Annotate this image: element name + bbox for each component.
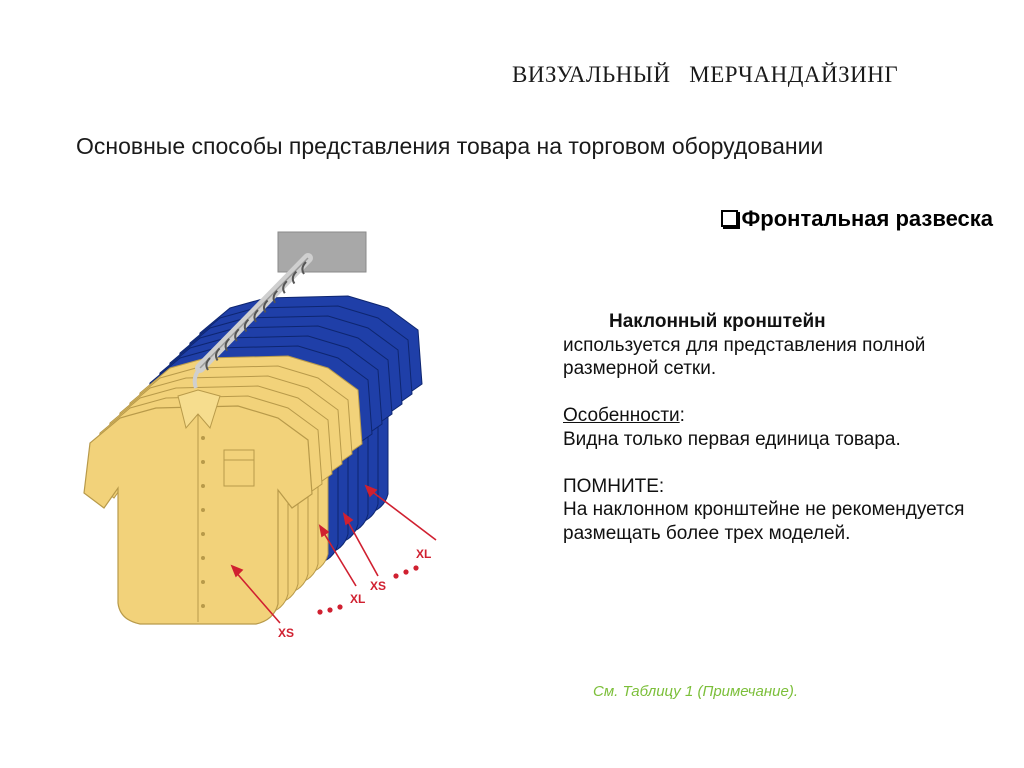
size-label-xl-back: XL	[416, 547, 432, 561]
section-bullet	[721, 206, 993, 232]
wall-plate	[278, 232, 366, 272]
size-label-xs-third: XS	[370, 579, 387, 593]
checkbox-bullet-icon	[721, 210, 738, 227]
shirt-button	[201, 556, 205, 560]
slanted-bracket-illustration	[60, 218, 460, 663]
shirt-button	[201, 580, 205, 584]
shirt-button	[201, 436, 205, 440]
shirt-button	[201, 532, 205, 536]
shirt-button	[201, 508, 205, 512]
section-bullet-label: Фронтальная развеска	[741, 206, 993, 231]
slide-subtitle: Основные способы представления товара на торговом оборудовании	[76, 133, 824, 159]
shirt-button	[201, 604, 205, 608]
features-label: Особенности	[563, 405, 680, 426]
features-colon: :	[679, 405, 685, 426]
shirt-button	[201, 484, 205, 488]
slide-title: ВИЗУАЛЬНЫЙ МЕРЧАНДАЙЗИНГ	[512, 62, 899, 87]
remember-text: На наклонном кронштейне не рекомендуется размещать более трех моделей.	[563, 499, 965, 544]
size-label-xs-front: XS	[278, 626, 295, 640]
features-line	[563, 404, 993, 428]
size-label-xl-second: XL	[350, 592, 366, 606]
shirts-on-bracket-svg	[60, 218, 460, 658]
features-text: Видна только первая единица товара.	[563, 428, 901, 450]
shirt-button	[201, 460, 205, 464]
footnote-link[interactable]: См. Таблицу 1 (Примечание).	[593, 683, 798, 700]
description-block	[563, 310, 993, 545]
bracket-heading: Наклонный кронштейн	[609, 311, 826, 332]
remember-label: ПОМНИТЕ:	[563, 475, 665, 497]
bracket-intro: используется для представления полной размерной сетки.	[563, 334, 926, 379]
